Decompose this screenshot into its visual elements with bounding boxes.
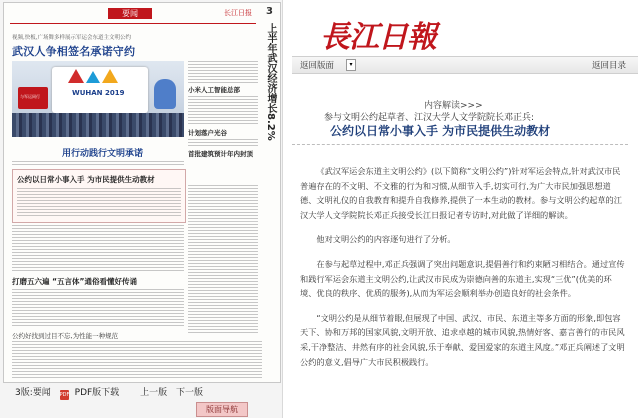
preview-headline-last[interactable]: 公约好找到过目不忘,为性能一种规范 bbox=[12, 332, 119, 340]
article-toolbar bbox=[292, 56, 638, 74]
text-block bbox=[12, 341, 262, 379]
page-label: 3版:要闻 bbox=[15, 388, 51, 398]
prev-page-link[interactable]: 上一版 bbox=[140, 388, 168, 398]
preview-photo[interactable] bbox=[12, 61, 184, 137]
article-paragraph: 在参与起草过程中,邓正兵强调了突出问题意识,提倡善行和约束陋习相结合。通过宣传和践行军运会东道主文明公约,让武汉市民成为崇德向善的东道主,实现“三优”(优美的环境、优良的秩序、优质的服务),从而为军运会顺利举办创造良好的社会条件。 bbox=[300, 258, 625, 299]
back-to-page-link[interactable]: 返回版面 bbox=[300, 61, 335, 71]
article-title: 公约以日常小事入手 为市民提供生动教材 bbox=[330, 124, 551, 138]
preview-headline-bottom[interactable]: 打磨五六遍 “五言体”通俗看懂好传诵 bbox=[12, 277, 137, 286]
text-block bbox=[188, 61, 258, 83]
crowd-shape bbox=[12, 113, 184, 137]
title-divider bbox=[292, 144, 628, 145]
preview-box-headline: 公约以日常小事入手 为市民提供生动教材 bbox=[17, 175, 155, 184]
mini-masthead: 长江日报 bbox=[224, 9, 252, 17]
mascot-figure bbox=[154, 79, 176, 109]
back-to-toc-link[interactable]: 返回目录 bbox=[591, 61, 626, 71]
right-headline-2[interactable]: 计划落户光谷 bbox=[188, 129, 227, 137]
right-headline-1[interactable]: 小米人工智能总部 bbox=[188, 86, 240, 94]
preview-right-column bbox=[188, 61, 258, 181]
preview-headline-main[interactable]: 武汉人争相签名承诺守约 bbox=[12, 45, 136, 58]
article-kicker: 内容解读>>> bbox=[424, 101, 483, 111]
text-block bbox=[12, 289, 184, 327]
newspaper-page-image[interactable] bbox=[3, 2, 281, 383]
divider bbox=[188, 221, 258, 222]
logo-shape bbox=[86, 71, 100, 83]
text-block bbox=[188, 96, 258, 126]
preview-headline-small[interactable]: 视频,快板,广场舞多样展示军运会东道主文明公约 bbox=[12, 35, 131, 41]
pdf-icon: PDF bbox=[59, 392, 70, 398]
logo-shape bbox=[102, 69, 118, 83]
pdf-download-label: PDF版下载 bbox=[74, 388, 120, 398]
masthead-logo: 長江日報 bbox=[320, 20, 436, 55]
dropdown-icon[interactable]: ▾ bbox=[346, 59, 356, 71]
text-block bbox=[188, 185, 258, 335]
text-block bbox=[188, 139, 258, 147]
page-navigation-button[interactable]: 版面导航 bbox=[196, 402, 248, 417]
article-paragraph: “文明公约是从细节着眼,但展现了中国、武汉、市民、东道主等多方面的形象,即包容天下、协和万邦的国家风貌,文明开放、追求卓越的城市风貌,热情好客、嘉言善行的市民风采,干净整洁、井然有序的社会风貌,乐于奉献、爱国爱家的东道主风度。”邓正兵阐述了文明公约的意义,倡导广大市民积极践行。 bbox=[300, 312, 625, 367]
text-block bbox=[12, 161, 184, 167]
page-preview-panel bbox=[0, 0, 283, 418]
page-toolbar bbox=[3, 385, 279, 399]
pdf-download-link[interactable] bbox=[60, 385, 126, 400]
text-block bbox=[17, 188, 181, 218]
article-subtitle: 参与文明公约起草者、江汉大学人文学院院长邓正兵: bbox=[324, 113, 535, 123]
next-page-link[interactable]: 下一版 bbox=[175, 388, 203, 398]
article-paragraph: 《武汉军运会东道主文明公约》(以下简称“文明公约”)针对军运会特点,针对武汉市民普遍存在的不文明、不文雅的行为和习惯,从细节入手,切实可行,为广大市民加强思想道德、文明礼仪的自我教育和提升自我修养,提供了一本生动的教材。参与文明公约起草的江汉大学人文学院院长邓正兵接受长江日报记者专访时,对此做了详细的解读。 bbox=[300, 166, 622, 220]
article-body bbox=[300, 164, 626, 379]
preview-article-box[interactable] bbox=[12, 169, 186, 223]
section-tab: 要闻 bbox=[108, 8, 152, 19]
right-headline-3[interactable]: 首批建筑预计年内封顶 bbox=[188, 150, 253, 158]
photo-logo-text: WUHAN 2019 bbox=[72, 89, 125, 97]
logo-shape bbox=[68, 69, 84, 83]
preview-side-headline[interactable]: 上半年武汉经济增长8.2% bbox=[265, 23, 276, 141]
bag-text: 与军运同行 bbox=[20, 94, 40, 99]
page-number: 3 bbox=[266, 6, 273, 17]
header-rule bbox=[10, 23, 256, 24]
preview-headline-practice[interactable]: 用行动践行文明承诺 bbox=[62, 149, 144, 159]
text-block bbox=[12, 225, 184, 273]
article-paragraph: 他对文明公约的内容逐句进行了分析。 bbox=[316, 234, 456, 245]
